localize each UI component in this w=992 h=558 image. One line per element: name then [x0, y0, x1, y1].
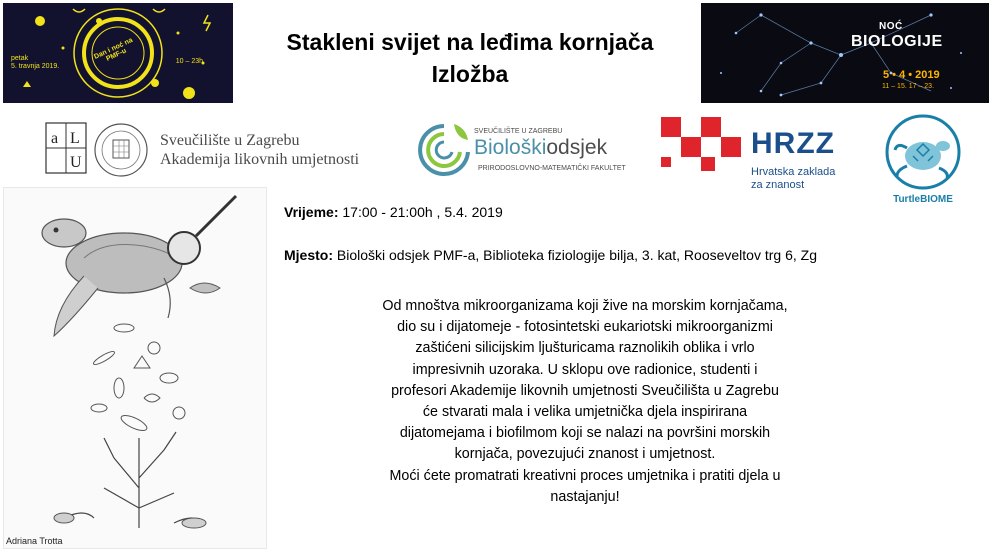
hrzz-letters: HRZZ	[751, 127, 835, 160]
hrzz-checker	[661, 117, 746, 175]
description-line: dijatomejama i biofilmom koji se nalazi na površini morskih	[399, 425, 771, 442]
description-line: će stvarati mala i velika umjetnička djela inspirirana	[422, 404, 748, 421]
hrzz-caption-line-2: za znanost	[751, 179, 805, 191]
event-banner-left	[3, 3, 233, 103]
place-value: Biološki odsjek PMF-a, Biblioteka fiziologije bilja, 3. kat, Rooseveltov trg 6, Zg	[333, 247, 817, 263]
event-description	[300, 296, 870, 508]
illustration-credit: Adriana Trotta	[6, 536, 63, 546]
banner-hours: 10 – 23h	[175, 58, 203, 65]
alu-logo	[45, 122, 87, 174]
bio-university: SVEUČILIŠTE U ZAGREBU	[474, 128, 563, 135]
banner-date: 5 • 4 • 2019	[883, 69, 940, 81]
event-time	[284, 203, 503, 221]
banner-date	[11, 55, 59, 72]
banner-date-day: petak	[11, 55, 29, 62]
svg-text:U: U	[70, 154, 82, 171]
bio-faculty: PRIRODOSLOVNO-MATEMATIČKI FAKULTET	[478, 165, 626, 172]
sea-turtle-drawing	[4, 188, 266, 548]
svg-text:a: a	[51, 130, 59, 147]
place-label: Mjesto:	[284, 247, 333, 263]
alu-name-line-2: Akademija likovnih umjetnosti	[160, 151, 360, 168]
description-line: Od mnoštva mikroorganizama koji žive na morskim kornjačama,	[382, 298, 788, 314]
time-label: Vrijeme:	[284, 204, 339, 220]
description-line: zaštićeni silicijskim ljušturicama raznolikih oblika i vrlo	[415, 340, 755, 357]
description-line: dio su i dijatomeje - fotosintetski eukariotski mikroorganizmi	[397, 319, 773, 336]
title-line-2: Izložba	[431, 61, 509, 87]
alu-name-line-1: Sveučilište u Zagrebu	[160, 132, 300, 149]
title-line-1: Stakleni svijet na leđima kornjača	[286, 29, 654, 55]
turtlebiome-caption: TurtleBIOME	[893, 194, 953, 205]
bio-name-b: odsjek	[546, 136, 608, 159]
dna-leaf-icon	[414, 118, 474, 180]
banner-ring-text: Dan i noć na PMF-u	[93, 36, 134, 63]
description-line: profesori Akademije likovnih umjetnosti Sveučilišta u Zagrebu	[391, 382, 779, 399]
page-title	[240, 26, 700, 90]
hrzz-caption	[751, 166, 835, 192]
bio-name-a: Biološki	[474, 136, 547, 159]
description-line: impresivnih uzoraka. U sklopu ove radionice, studenti i	[412, 361, 758, 378]
bio-emblem	[414, 118, 474, 180]
university-seal	[93, 122, 149, 178]
university-seal-icon	[93, 122, 149, 178]
banner-title-main: BIOLOGIJE	[851, 33, 943, 50]
night-of-biology-banner	[701, 3, 989, 103]
hrzz-caption-line-1: Hrvatska zaklada	[751, 166, 836, 178]
alu-name	[160, 131, 359, 169]
turtle-icon	[883, 112, 963, 196]
banner-date-value: 5. travnja 2019.	[11, 63, 60, 71]
banner-title	[851, 21, 943, 51]
turtlebiome-logo	[883, 112, 963, 196]
description-line: kornjača, povezujući znanost i umjetnost.	[454, 446, 716, 463]
banner-title-prefix: NOĆ	[879, 21, 903, 32]
butterfly-constellation-graphic	[701, 3, 989, 103]
banner-hours: 11 – 15. 17 – 23.	[882, 83, 935, 90]
description-line: nastajanju!	[550, 488, 620, 505]
svg-text:L: L	[70, 130, 80, 147]
time-value: 17:00 - 21:00h , 5.4. 2019	[338, 204, 503, 220]
hrzz-checker-icon	[661, 117, 746, 175]
event-place	[284, 246, 817, 264]
turtle-diatom-illustration	[3, 187, 267, 549]
description-line: Moći ćete promatrati kreativni proces umjetnika i pratiti djela u	[389, 467, 781, 484]
alu-monogram-icon	[45, 122, 87, 174]
bio-department-name	[474, 136, 607, 160]
